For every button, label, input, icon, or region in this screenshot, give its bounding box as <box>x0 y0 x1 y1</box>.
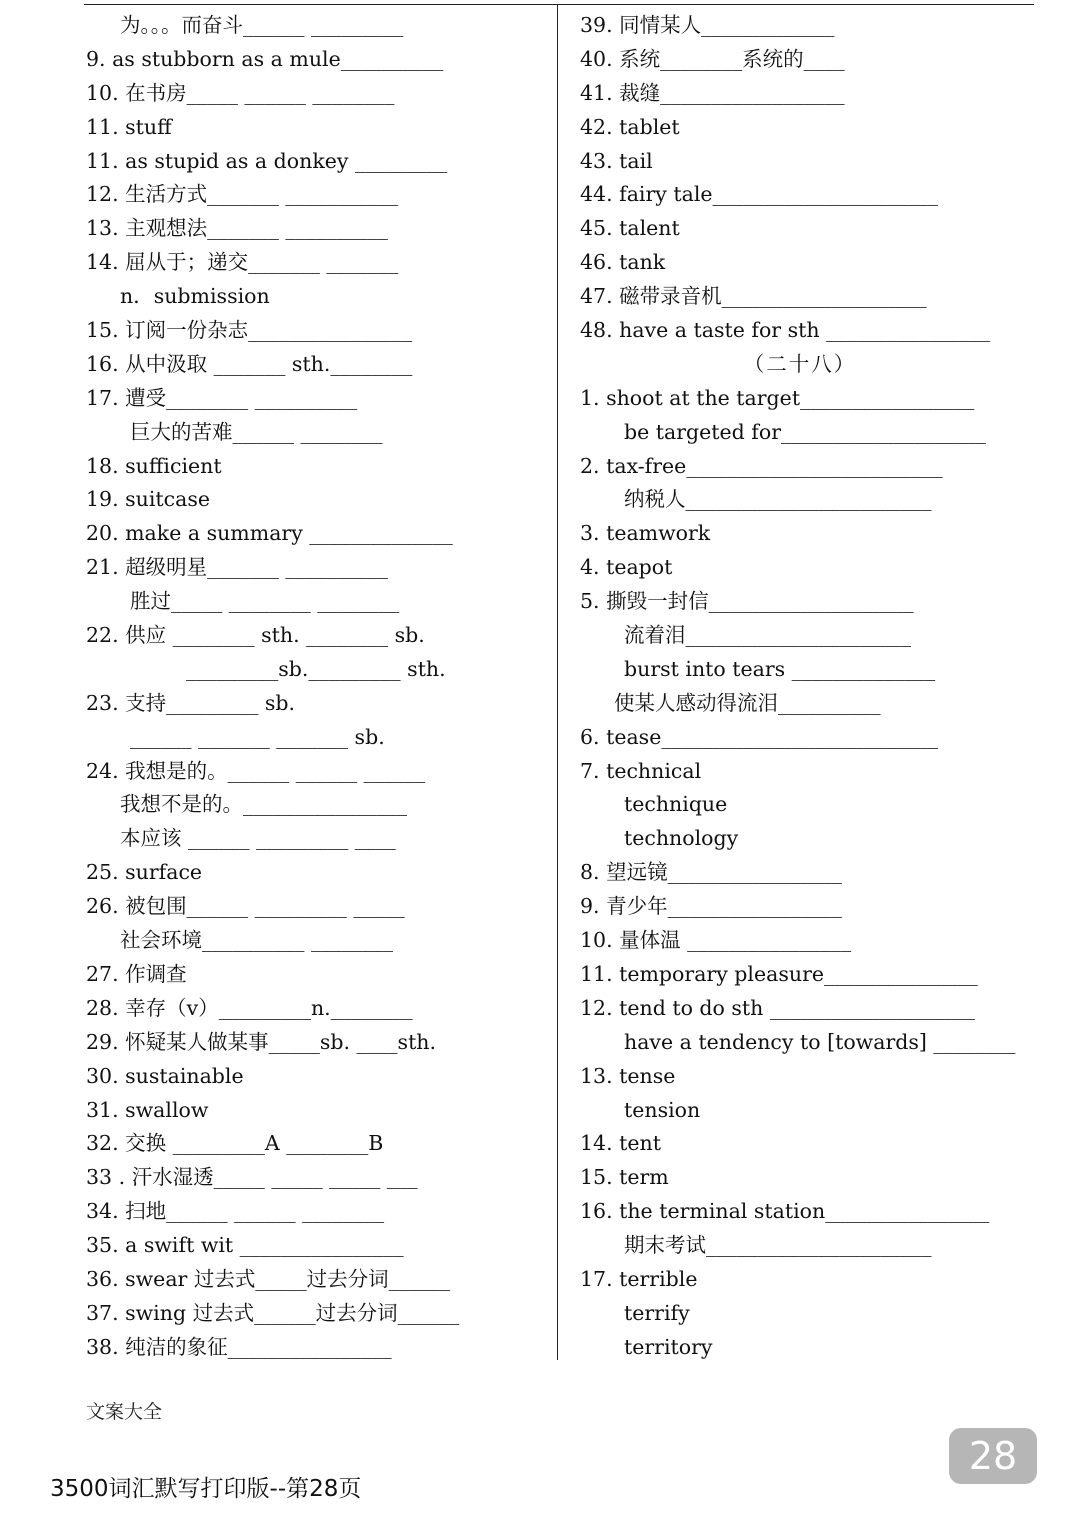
source-note: 文案大全 <box>86 1401 163 1423</box>
right-entry: 46. tank <box>580 250 666 275</box>
left-entry: 25. surface <box>86 860 203 885</box>
left-entry: 27. 作调查 <box>86 961 187 986</box>
left-entry: ______ _______ _______ sb. <box>130 724 385 749</box>
left-entry: 巨大的苦难______ ________ <box>130 419 383 444</box>
left-entry: 本应该 ______ _________ ____ <box>120 826 396 851</box>
right-entry: 48. have a taste for sth ________________ <box>580 318 991 343</box>
left-entry: 10. 在书房_____ ______ ________ <box>86 80 395 105</box>
right-entry: technique <box>624 792 728 817</box>
right-entry: 6. tease___________________________ <box>580 724 939 749</box>
right-entry: 纳税人________________________ <box>624 487 932 512</box>
right-entry: technology <box>624 826 739 851</box>
left-entry: 9. as stubborn as a mule__________ <box>86 46 444 71</box>
right-entry: 流着泪______________________ <box>624 623 911 648</box>
section-heading: （二十八） <box>743 351 857 376</box>
left-entry: 33 . 汗水湿透_____ _____ _____ ___ <box>86 1165 418 1190</box>
right-entry: 7. technical <box>580 758 702 783</box>
right-entry: 40. 系统________系统的____ <box>580 46 845 71</box>
right-entry: tension <box>624 1097 701 1122</box>
left-entry: 32. 交换 _________A ________B <box>86 1131 384 1156</box>
left-entry: 19. suitcase <box>86 487 210 512</box>
left-entry: 28. 幸存（v）_________n.________ <box>86 995 413 1020</box>
column-divider <box>557 4 558 1360</box>
left-entry: 为。。。而奋斗______ _________ <box>120 13 404 37</box>
right-entry: 10. 量体温 ________________ <box>580 928 852 953</box>
right-entry: 8. 望远镜_________________ <box>580 860 842 885</box>
left-entry: 18. sufficient <box>86 453 222 478</box>
right-entry: terrify <box>624 1300 690 1325</box>
page-caption: 3500词汇默写打印版--第28页 <box>50 1476 362 1502</box>
right-entry: territory <box>624 1334 713 1359</box>
right-entry: 45. talent <box>580 216 680 241</box>
right-entry: 43. tail <box>580 148 653 173</box>
left-entry: 17. 遭受________ __________ <box>86 385 358 410</box>
top-rule <box>84 4 1034 5</box>
left-entry: 我想不是的。________________ <box>120 792 407 817</box>
left-column <box>86 9 548 1365</box>
right-entry: 3. teamwork <box>580 521 711 546</box>
right-entry: 4. teapot <box>580 555 673 580</box>
right-entry: 使某人感动得流泪__________ <box>614 690 881 715</box>
right-entry: 12. tend to do sth ____________________ <box>580 995 975 1020</box>
left-entry: 23. 支持_________ sb. <box>86 690 296 715</box>
right-entry: 39. 同情某人_____________ <box>580 13 835 37</box>
left-entry: _________sb._________ sth. <box>186 656 446 681</box>
left-entry: 16. 从中汲取 _______ sth.________ <box>86 351 413 376</box>
left-entry: 30. sustainable <box>86 1063 244 1088</box>
left-entry: 12. 生活方式_______ ___________ <box>86 182 399 207</box>
left-entry: 21. 超级明星_______ __________ <box>86 555 388 580</box>
right-entry: 15. term <box>580 1165 669 1190</box>
left-entry: 34. 扫地______ ______ ________ <box>86 1199 385 1224</box>
page-number-badge: 28 <box>949 1428 1037 1484</box>
left-entry: 24. 我想是的。______ ______ ______ <box>86 758 426 783</box>
left-entry: 31. swallow <box>86 1097 209 1122</box>
left-entry: 38. 纯洁的象征________________ <box>86 1334 392 1359</box>
right-entry: 44. fairy tale______________________ <box>580 182 939 207</box>
left-entry: 15. 订阅一份杂志________________ <box>86 318 413 343</box>
right-entry: 47. 磁带录音机____________________ <box>580 284 927 309</box>
right-entry: 期末考试______________________ <box>624 1233 932 1258</box>
right-entry: 9. 青少年_________________ <box>580 894 842 919</box>
right-entry: 17. terrible <box>580 1266 698 1291</box>
left-entry: 11. as stupid as a donkey _________ <box>86 148 448 173</box>
right-entry: be targeted for____________________ <box>624 419 987 444</box>
left-entry: 29. 怀疑某人做某事_____sb. ____sth. <box>86 1029 437 1054</box>
left-entry: 37. swing 过去式______过去分词______ <box>86 1300 460 1325</box>
right-entry: burst into tears ______________ <box>624 656 936 681</box>
left-entry: 社会环境__________ ________ <box>120 928 394 953</box>
left-entry: n．submission <box>120 284 270 309</box>
left-entry: 13. 主观想法_______ __________ <box>86 216 388 241</box>
right-entry: 13. tense <box>580 1063 676 1088</box>
left-entry: 26. 被包围______ _________ _____ <box>86 894 405 919</box>
right-entry: 14. tent <box>580 1131 661 1156</box>
left-entry: 22. 供应 ________ sth. ________ sb. <box>86 623 425 648</box>
right-entry: 11. temporary pleasure_______________ <box>580 961 978 986</box>
right-entry: 2. tax-free_________________________ <box>580 453 943 478</box>
right-entry: 5. 撕毁一封信____________________ <box>580 589 914 614</box>
left-entry: 胜过_____ ________ ________ <box>130 589 400 614</box>
left-entry: 36. swear 过去式_____过去分词______ <box>86 1266 451 1291</box>
right-column <box>580 9 1020 1365</box>
right-entry: 42. tablet <box>580 114 680 139</box>
left-entry: 20. make a summary ______________ <box>86 521 453 546</box>
left-entry: 11. stuff <box>86 114 172 139</box>
right-entry: have a tendency to [towards] ________ <box>624 1029 1016 1054</box>
right-entry: 16. the terminal station________________ <box>580 1199 990 1224</box>
right-entry: 41. 裁缝__________________ <box>580 80 845 105</box>
left-entry: 14. 屈从于；递交_______ _______ <box>86 250 399 275</box>
right-entry: 1. shoot at the target_________________ <box>580 385 975 410</box>
left-entry: 35. a swift wit ________________ <box>86 1233 404 1258</box>
